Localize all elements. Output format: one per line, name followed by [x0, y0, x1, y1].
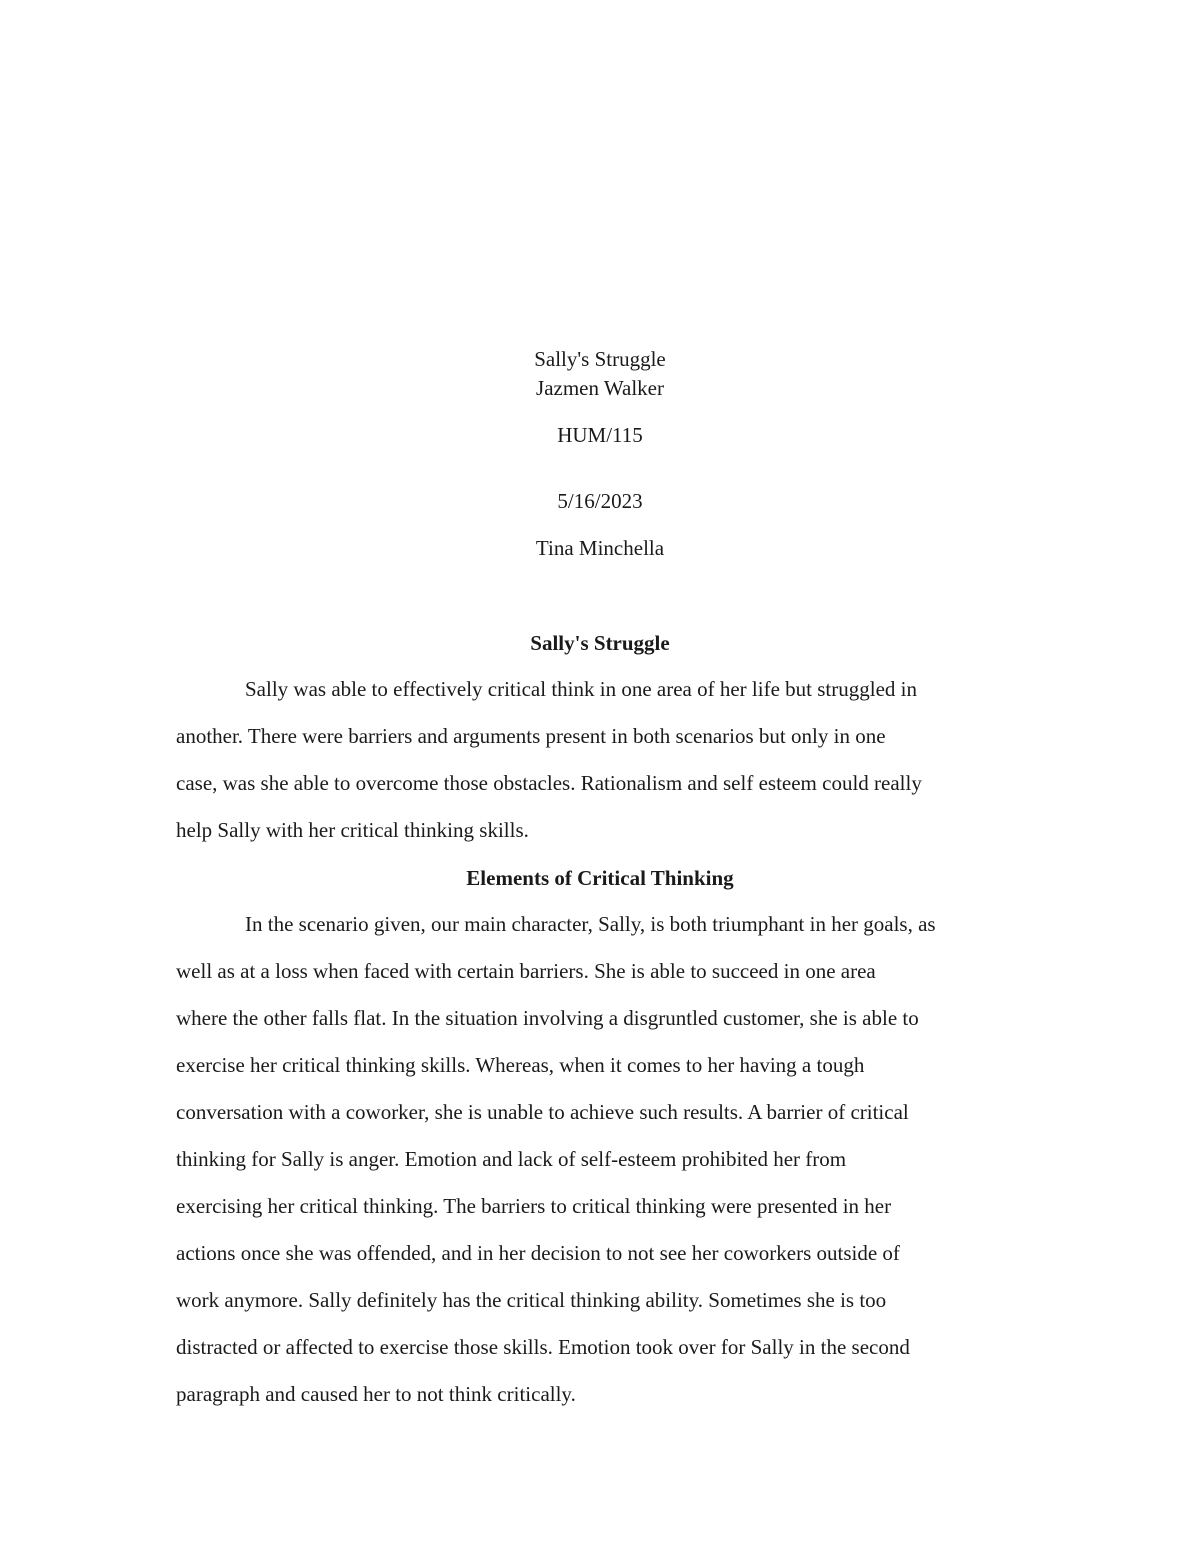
paragraph-line: where the other falls flat. In the situation involving a disgruntled customer, she is able to [176, 1006, 919, 1030]
paragraph-line: actions once she was offended, and in her decision to not see her coworkers outside of [176, 1241, 900, 1265]
instructor-name: Tina Minchella [535, 536, 665, 560]
author-name: Jazmen Walker [536, 376, 664, 400]
paragraph-line: paragraph and caused her to not think critically. [176, 1382, 576, 1406]
paragraph-line: exercise her critical thinking skills. Whereas, when it comes to her having a tough [176, 1053, 865, 1077]
paragraph-line: conversation with a coworker, she is unable to achieve such results. A barrier of critical [176, 1100, 909, 1124]
course-code: HUM/115 [557, 423, 643, 447]
paragraph-line: well as at a loss when faced with certain barriers. She is able to succeed in one area [176, 959, 876, 983]
section-heading-intro: Sally's Struggle [530, 631, 670, 655]
section-heading-elements: Elements of Critical Thinking [466, 866, 734, 890]
paragraph-line: distracted or affected to exercise those skills. Emotion took over for Sally in the second [176, 1335, 910, 1359]
paragraph-line: work anymore. Sally definitely has the critical thinking ability. Sometimes she is too [176, 1288, 887, 1312]
paragraph-line: exercising her critical thinking. The barriers to critical thinking were presented in her [176, 1194, 892, 1218]
intro-paragraph [176, 666, 1036, 854]
submission-date: 5/16/2023 [557, 489, 643, 513]
paragraph-line: thinking for Sally is anger. Emotion and lack of self-esteem prohibited her from [176, 1147, 847, 1171]
paper-title: Sally's Struggle [534, 347, 666, 371]
paragraph-line: case, was she able to overcome those obstacles. Rationalism and self esteem could really [176, 771, 922, 795]
paragraph-line: In the scenario given, our main character, Sally, is both triumphant in her goals, as [245, 912, 936, 936]
paragraph-line: another. There were barriers and arguments present in both scenarios but only in one [176, 724, 886, 748]
paragraph-line: help Sally with her critical thinking skills. [176, 818, 529, 842]
elements-paragraph [176, 901, 1036, 1418]
paragraph-line: Sally was able to effectively critical think in one area of her life but struggled in [245, 677, 917, 701]
